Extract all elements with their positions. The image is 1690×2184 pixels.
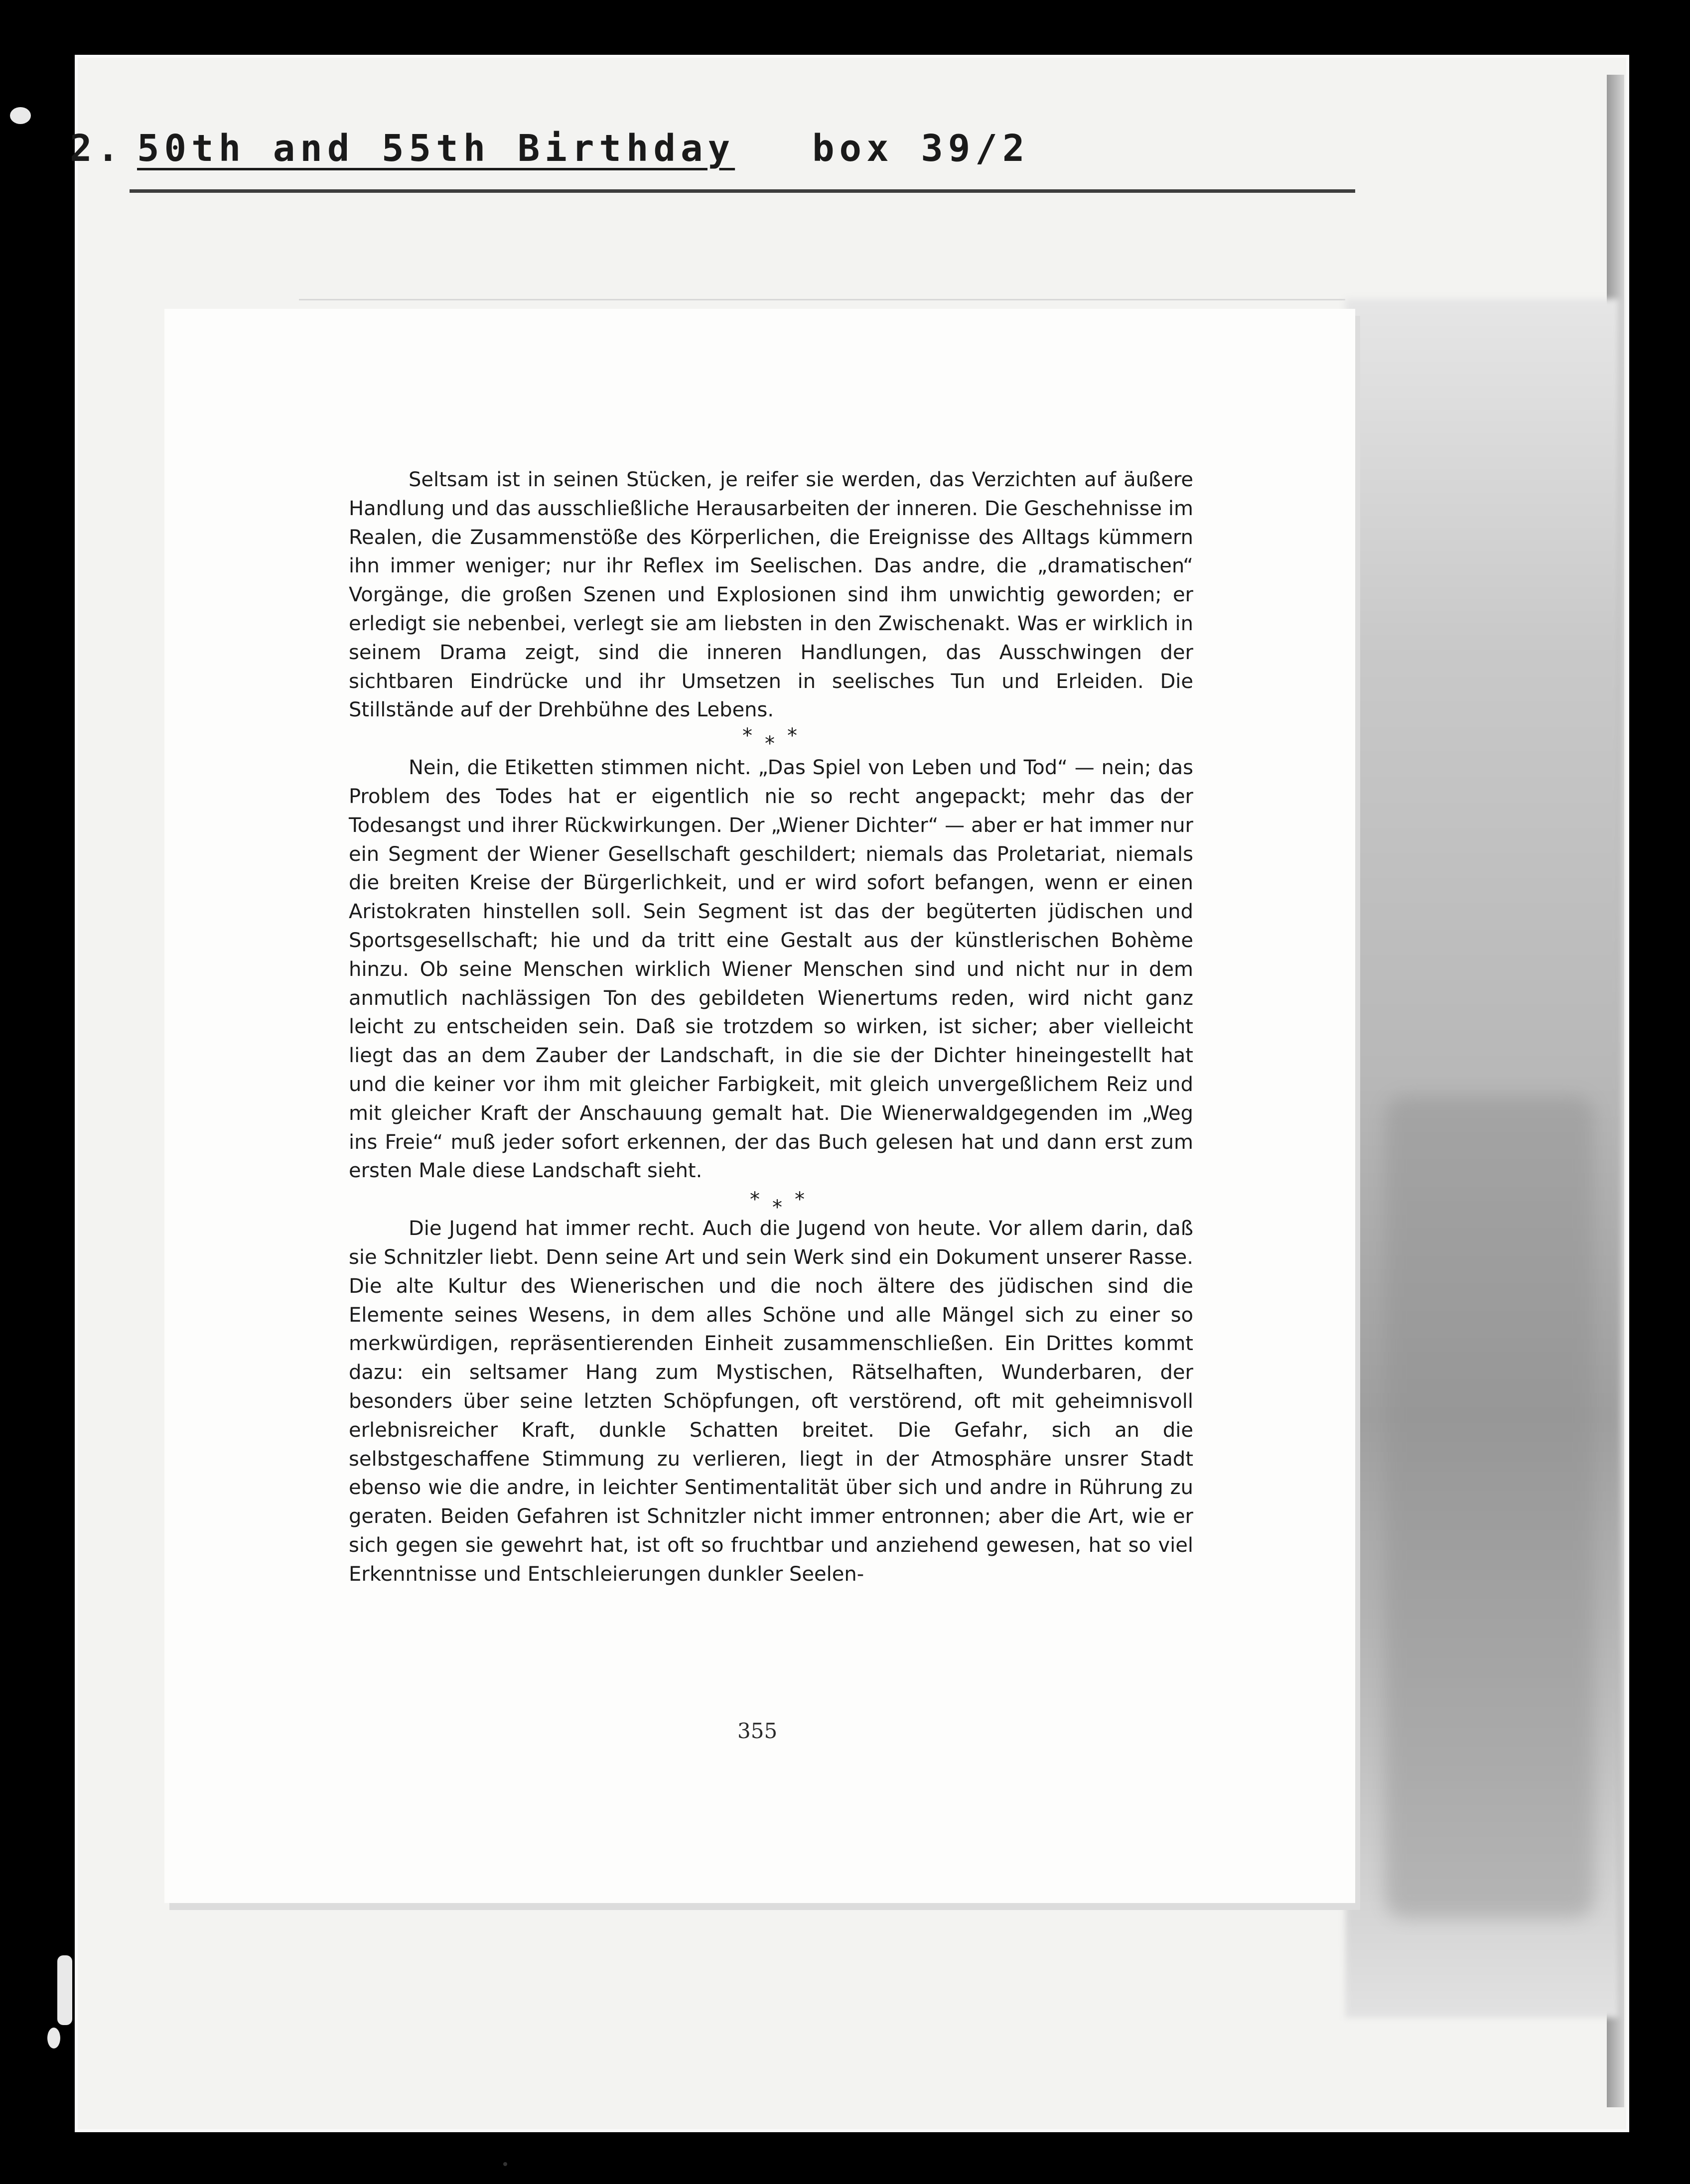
article-body xyxy=(349,466,1193,1589)
archive-label xyxy=(70,127,1315,177)
separator-star: * xyxy=(765,732,775,756)
label-prefix: 2. xyxy=(70,127,125,170)
label-rule xyxy=(130,189,1355,193)
separator-star: * xyxy=(787,724,797,748)
section-separator xyxy=(349,725,1193,754)
faint-rule xyxy=(299,299,1345,300)
film-speck xyxy=(10,107,31,124)
film-speck xyxy=(57,1955,72,2025)
separator-star: * xyxy=(742,724,752,748)
shadow-smudge xyxy=(1385,1096,1594,1918)
label-box-number: box 39/2 xyxy=(812,127,1030,170)
article-paragraph: Seltsam ist in seinen Stücken, je reifer sie werden, das Verzichten auf äußere Handlung und das ausschließliche Herausarbeiten der inneren. Die Geschehnisse im Realen, die Zusammenstöße des Körperlichen, die Ereignisse des Alltags kümmern ihn immer weniger; nur ihr Reflex im Seelischen. Das andre, die „dramatischen“ Vorgänge, die großen Szenen und Explosionen sind ihm unwichtig geworden; er erledigt sie nebenbei, verlegt sie am liebsten in den Zwischenakt. Was er wirklich in seinem Drama zeigt, sind die inneren Handlungen, das Ausschwingen der sichtbaren Eindrücke und ihr Umsetzen in seelisches Tun und Erleiden. Die Stillstände auf der Drehbühne des Lebens. xyxy=(349,468,1193,722)
article-paragraph: Die Jugend hat immer recht. Auch die Jugend von heute. Vor allem darin, daß sie Schnitzler liebt. Denn seine Art und sein Werk sind ein Dokument unserer Rasse. Die alte Kultur des Wienerischen und die noch ältere des jüdischen sind die Elemente seines Wesens, in dem alles Schöne und alle Mängel sich zu einer so merkwürdigen, repräsentierenden Einheit zusammenschließen. Ein Drittes kommt dazu: ein seltsamer Hang zum Mystischen, Rätselhaften, Wunderbaren, der besonders über seine letzten Schöpfungen, oft verstörend, oft mit geheimnisvoll erlebnisreicher Kraft, dunkle Schatten breitet. Die Gefahr, sich an die selbstgeschaffene Stimmung zu verlieren, liegt in der Atmosphäre unsrer Stadt ebenso wie die andre, in leichter Sentimentalität über sich und andre in Rührung zu geraten. Beiden Gefahren ist Schnitzler nicht immer entronnen; aber die Art, wie er sich gegen sie gewehrt hat, ist oft so fruchtbar und anziehend gewesen, hat so viel Erkenntnisse und Entschleierungen dunkler Seelen- xyxy=(349,1217,1193,1586)
label-title: 50th and 55th Birthday xyxy=(137,127,735,170)
film-speck xyxy=(47,2028,60,2048)
separator-star: * xyxy=(750,1188,760,1212)
section-separator xyxy=(349,1186,1193,1220)
page-number: 355 xyxy=(737,1719,778,1743)
ink-dot xyxy=(503,2162,507,2166)
article-paragraph: Nein, die Etiketten stimmen nicht. „Das Spiel von Leben und Tod“ — nein; das Problem des Todes hat er eigentlich nie so recht angepackt; mehr das der Todesangst und ihrer Rückwirkungen. Der „Wiener Dichter“ — aber er hat immer nur ein Segment der Wiener Gesellschaft geschildert; niemals das Proletariat, niemals die breiten Kreise der Bürgerlichkeit, und er wird sofort befangen, wenn er einen Aristokraten hinstellen soll. Sein Segment ist das der begüterten jüdischen und Sportsgesellschaft; hie und da tritt eine Gestalt aus der künstlerischen Bohème hinzu. Ob seine Menschen wirklich Wiener Menschen sind und nicht nur in dem anmutlich nachlässigen Ton des gebildeten Wienertums reden, wird nicht ganz leicht zu entscheiden sein. Daß sie trotzdem so wirken, ist sicher; aber vielleicht liegt das an dem Zauber der Landschaft, in die sie der Dichter hineingestellt hat und die keiner vor ihm mit gleicher Farbigkeit, mit gleich unvergeßlichem Reiz und mit gleicher Kraft der Anschauung gemalt hat. Die Wienerwaldgegenden im „Weg ins Freie“ muß jeder sofort erkennen, der das Buch gelesen hat und dann erst zum ersten Male diese Landschaft sieht. xyxy=(349,756,1193,1183)
separator-star: * xyxy=(772,1196,782,1220)
separator-star: * xyxy=(795,1188,805,1212)
printed-page xyxy=(164,309,1355,1903)
